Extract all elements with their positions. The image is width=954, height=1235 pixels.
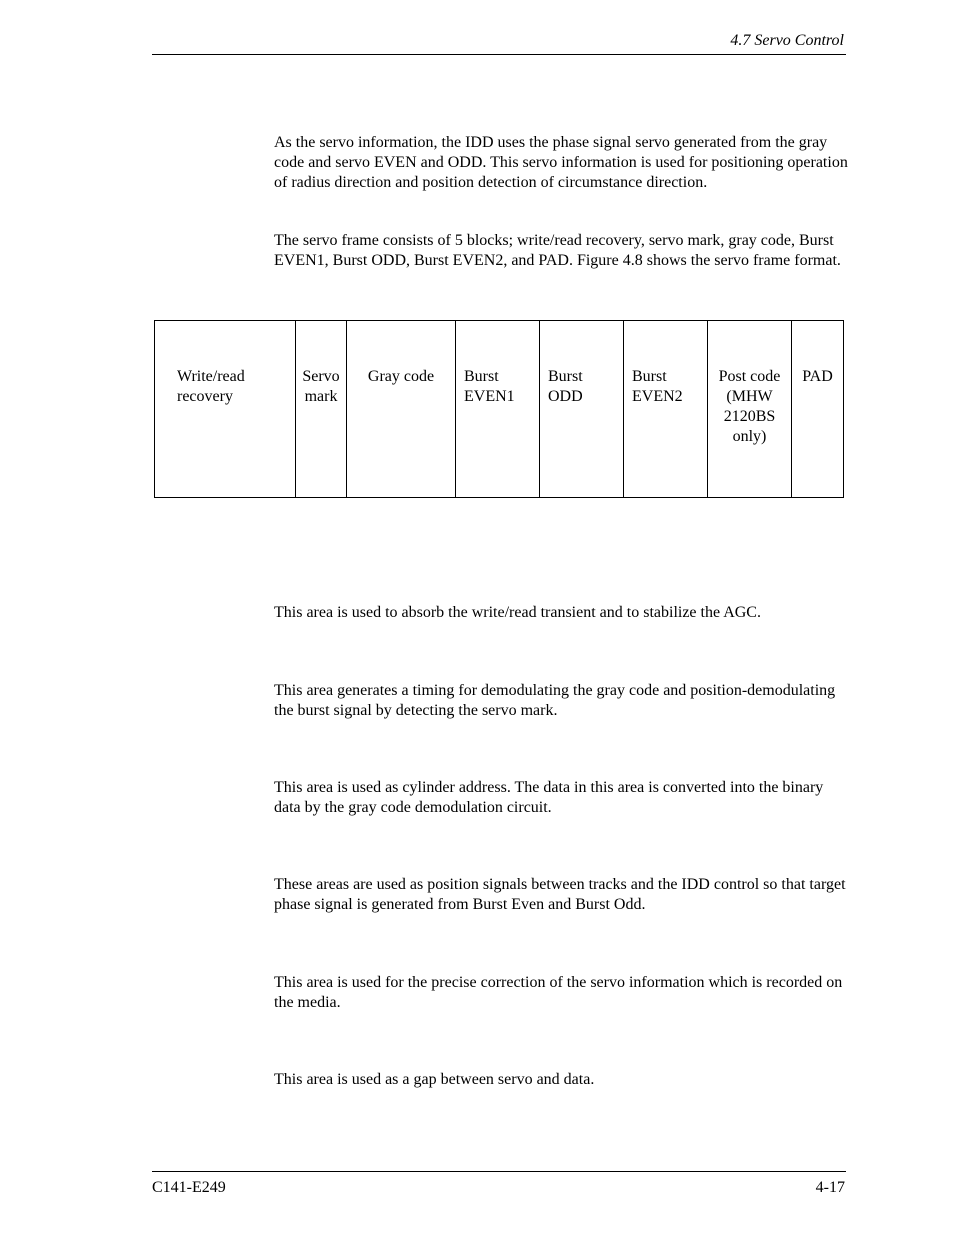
footer-rule [152, 1171, 846, 1172]
post-code-description: This area is used for the precise correction of the servo information which is recorded on the media. [274, 974, 843, 1011]
frame-cell-servo-mark: Servo mark [296, 321, 347, 498]
burst-description: These areas are used as position signals between tracks and the IDD control so that target phase signal is generated from Burst Even and Burst Odd. [274, 876, 846, 913]
frame-cell-post-code: Post code (MHW 2120BS only) [708, 321, 792, 498]
running-header: 4.7 Servo Control [730, 32, 844, 49]
frame-cell-pad: PAD [792, 321, 844, 498]
header-rule [152, 54, 846, 55]
frame-cell-burst-even2: Burst EVEN2 [624, 321, 708, 498]
gray-code-description: This area is used as cylinder address. The data in this area is converted into the binary data by the gray code demodulation circuit. [274, 779, 824, 816]
intro-paragraph-2: The servo frame consists of 5 blocks; write/read recovery, servo mark, gray code, Burst EVEN1, Burst ODD, Burst EVEN2, and PAD. Figure 4.8 shows the servo frame format. [274, 232, 841, 269]
page-number: 4-17 [815, 1179, 845, 1196]
frame-cell-burst-even1: Burst EVEN1 [456, 321, 540, 498]
frame-cell-write-read-recovery: Write/read recovery [155, 321, 296, 498]
frame-cell-gray-code: Gray code [347, 321, 456, 498]
frame-cell-burst-odd: Burst ODD [540, 321, 624, 498]
pad-description: This area is used as a gap between servo and data. [274, 1071, 595, 1088]
intro-paragraph-1: As the servo information, the IDD uses the phase signal servo generated from the gray code and servo EVEN and ODD. This servo information is used for positioning operation of radius direction and position detection of circumstance direction. [274, 134, 848, 191]
document-number: C141-E249 [152, 1179, 226, 1196]
servo-frame-format-table [154, 320, 844, 498]
servo-mark-description: This area generates a timing for demodulating the gray code and position-demodulating the burst signal by detecting the servo mark. [274, 682, 836, 719]
write-read-recovery-description: This area is used to absorb the write/read transient and to stabilize the AGC. [274, 604, 761, 621]
